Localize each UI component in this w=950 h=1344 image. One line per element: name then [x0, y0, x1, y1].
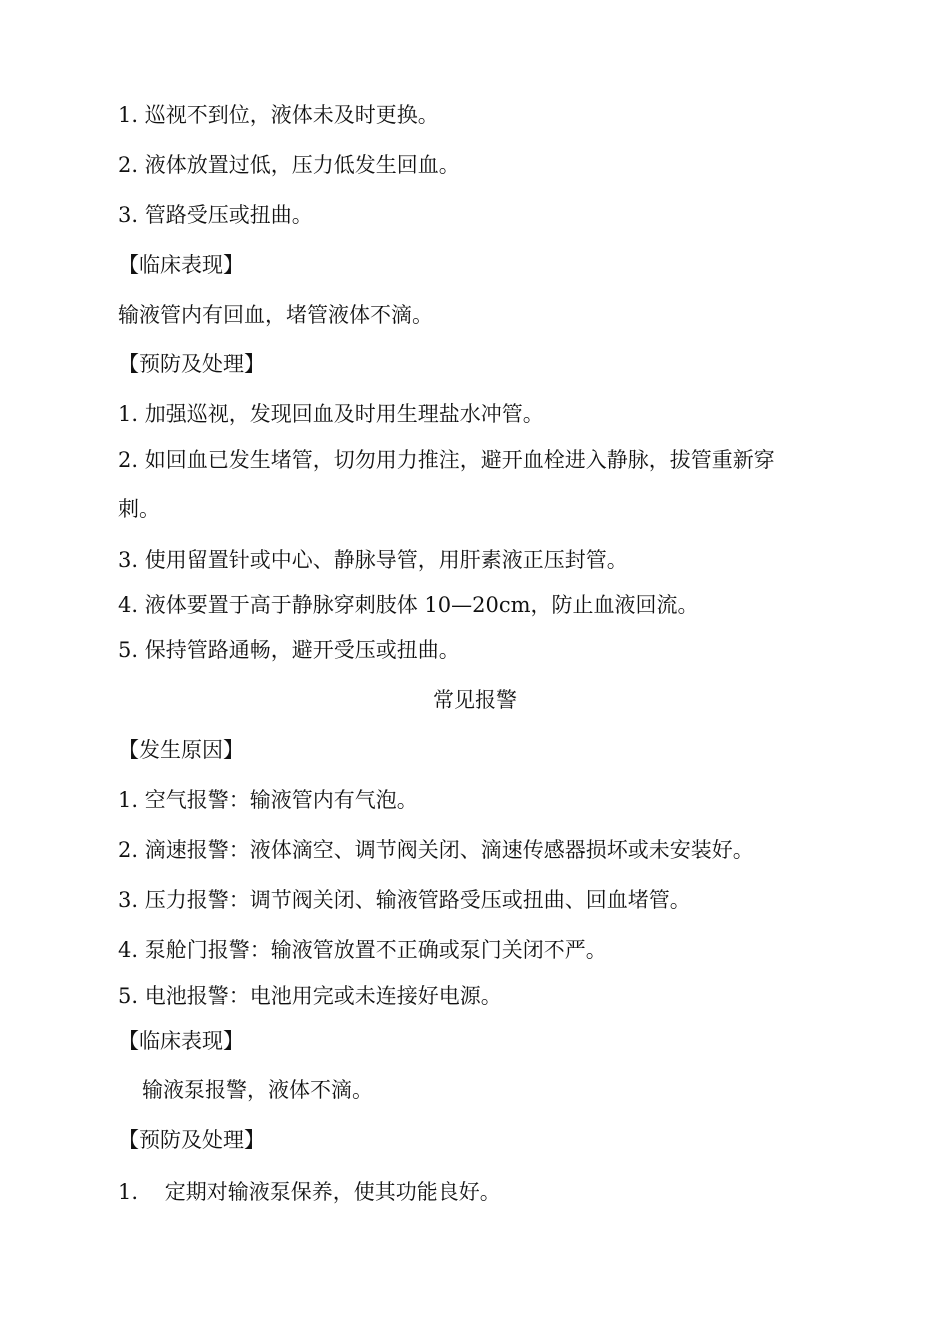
clinical-text-alarm: 输液泵报警，液体不滴。	[142, 1078, 373, 1102]
prevention-item-1: 1. 加强巡视，发现回血及时用生理盐水冲管。	[118, 402, 544, 426]
alarm-cause-item-4: 4. 泵舱门报警：输液管放置不正确或泵门关闭不严。	[118, 938, 607, 962]
alarm-cause-item-5: 5. 电池报警：电池用完或未连接好电源。	[118, 984, 502, 1008]
prevention-alarm-item-1: 1. 定期对输液泵保养，使其功能良好。	[118, 1180, 501, 1204]
prevention-item-5: 5. 保持管路通畅，避开受压或扭曲。	[118, 638, 460, 662]
prevention-item-3: 3. 使用留置针或中心、静脉导管，用肝素液正压封管。	[118, 548, 628, 572]
prevention-item-2: 2. 如回血已发生堵管，切勿用力推注，避开血栓进入静脉，拔管重新穿	[118, 448, 775, 472]
prevention-item-4: 4. 液体要置于高于静脉穿刺肢体 10—20cm，防止血液回流。	[118, 593, 699, 617]
prevention-heading: 【预防及处理】	[118, 352, 265, 376]
alarm-cause-item-3: 3. 压力报警：调节阀关闭、输液管路受压或扭曲、回血堵管。	[118, 888, 691, 912]
cause-heading: 【发生原因】	[118, 738, 244, 762]
prevention-heading-alarm: 【预防及处理】	[118, 1128, 265, 1152]
section-title: 常见报警	[433, 688, 517, 712]
alarm-cause-item-1: 1. 空气报警：输液管内有气泡。	[118, 788, 418, 812]
prevention-item-2-continued: 刺。	[118, 497, 160, 521]
clinical-heading: 【临床表现】	[118, 253, 244, 277]
alarm-cause-item-2: 2. 滴速报警：液体滴空、调节阀关闭、滴速传感器损坏或未安装好。	[118, 838, 754, 862]
clinical-text: 输液管内有回血，堵管液体不滴。	[118, 303, 433, 327]
cause-item-1: 1. 巡视不到位，液体未及时更换。	[118, 103, 439, 127]
cause-item-3: 3. 管路受压或扭曲。	[118, 203, 313, 227]
cause-item-2: 2. 液体放置过低，压力低发生回血。	[118, 153, 460, 177]
clinical-heading-alarm: 【临床表现】	[118, 1029, 244, 1053]
